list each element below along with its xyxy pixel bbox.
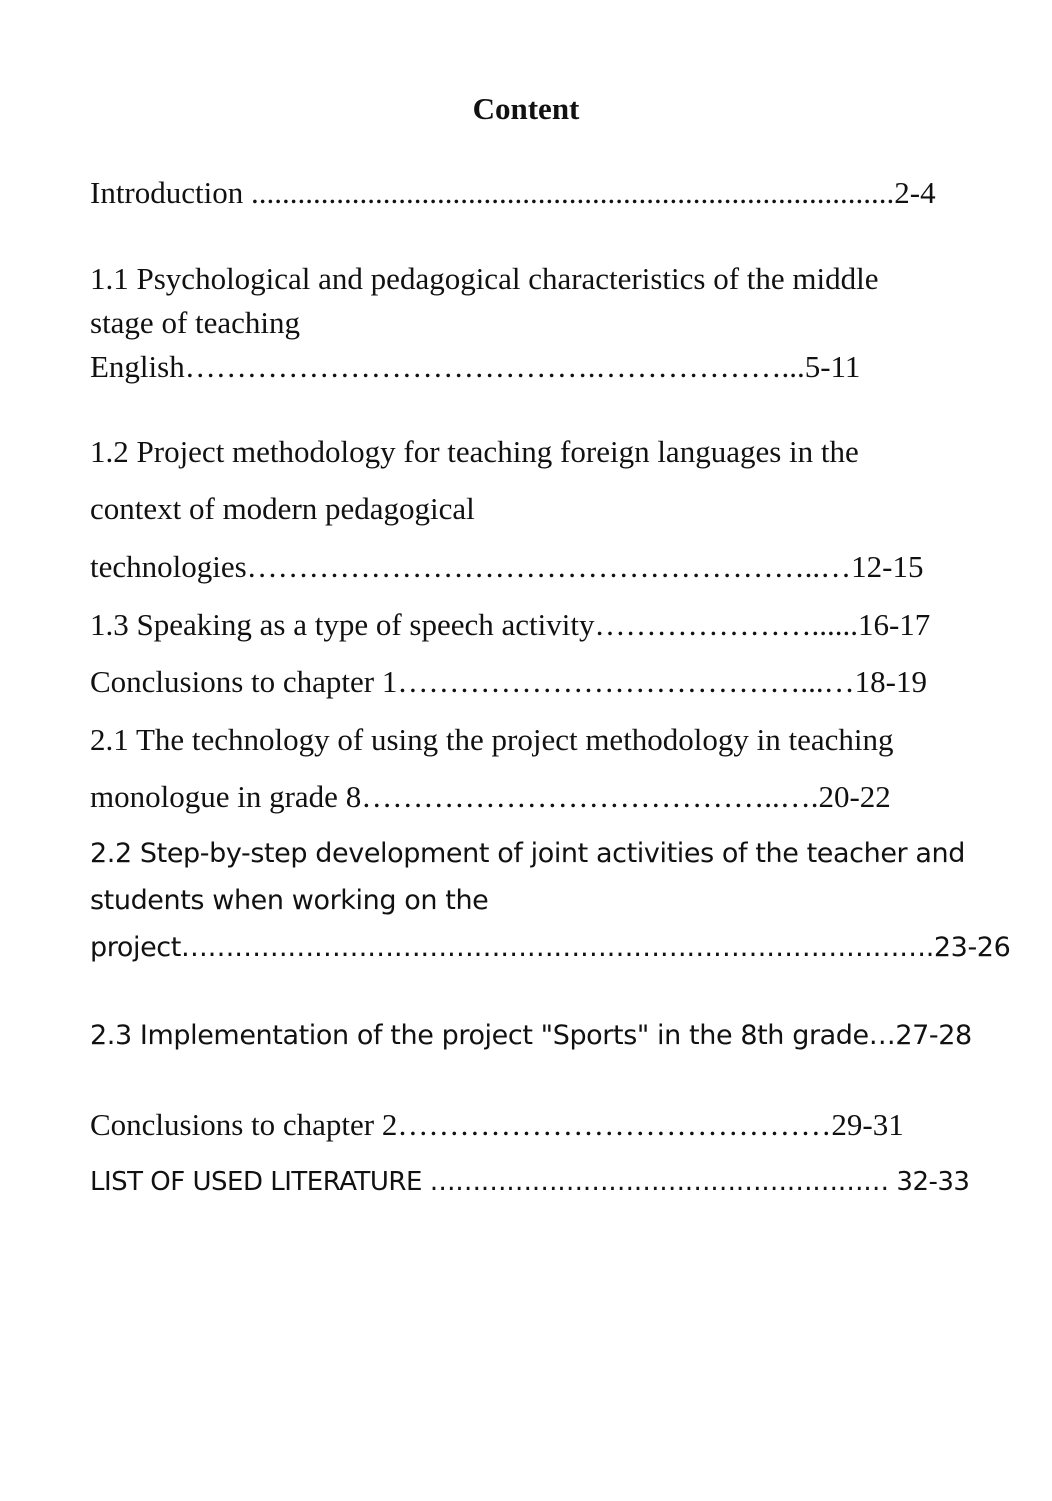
toc-entry-literature: LIST OF USED LITERATURE ……………………………………………… 32-33 <box>90 1167 970 1197</box>
toc-entry-conclusions-2: Conclusions to chapter 2……………………………………29-31 <box>90 1107 904 1142</box>
page-title: Content <box>472 91 580 126</box>
toc-entry-2-2-line-2: students when working on the <box>90 885 489 916</box>
toc-entry-1-1-line-3: English………………………………….………………...5-11 <box>90 349 861 384</box>
toc-entry-1-3: 1.3 Speaking as a type of speech activity…………………......16-17 <box>90 607 931 642</box>
toc-entry-1-2-line-2: context of modern pedagogical <box>90 491 475 526</box>
toc-entry-1-1-line-2: stage of teaching <box>90 305 301 340</box>
toc-entry-introduction: Introduction ...................................................................................2-4 <box>90 175 936 210</box>
toc-entry-1-2-line-3: technologies………………………………………………..…12-15 <box>90 549 924 584</box>
toc-entry-2-1-line-2: monologue in grade 8…………………………………..….20-22 <box>90 779 891 814</box>
toc-entry-conclusions-1: Conclusions to chapter 1…………………………………...…18-19 <box>90 664 927 699</box>
toc-entry-1-1-line-1: 1.1 Psychological and pedagogical characteristics of the middle <box>90 261 879 296</box>
toc-entry-2-2-line-1: 2.2 Step-by-step development of joint activities of the teacher and <box>90 838 966 869</box>
toc-entry-2-3: 2.3 Implementation of the project "Sports" in the 8th grade…27-28 <box>90 1020 972 1051</box>
toc-entry-2-2-line-3: project………………………………………………………………………….23-26 <box>90 932 1011 963</box>
toc-entry-2-1-line-1: 2.1 The technology of using the project methodology in teaching <box>90 722 894 757</box>
toc-entry-1-2-line-1: 1.2 Project methodology for teaching foreign languages in the <box>90 434 859 469</box>
